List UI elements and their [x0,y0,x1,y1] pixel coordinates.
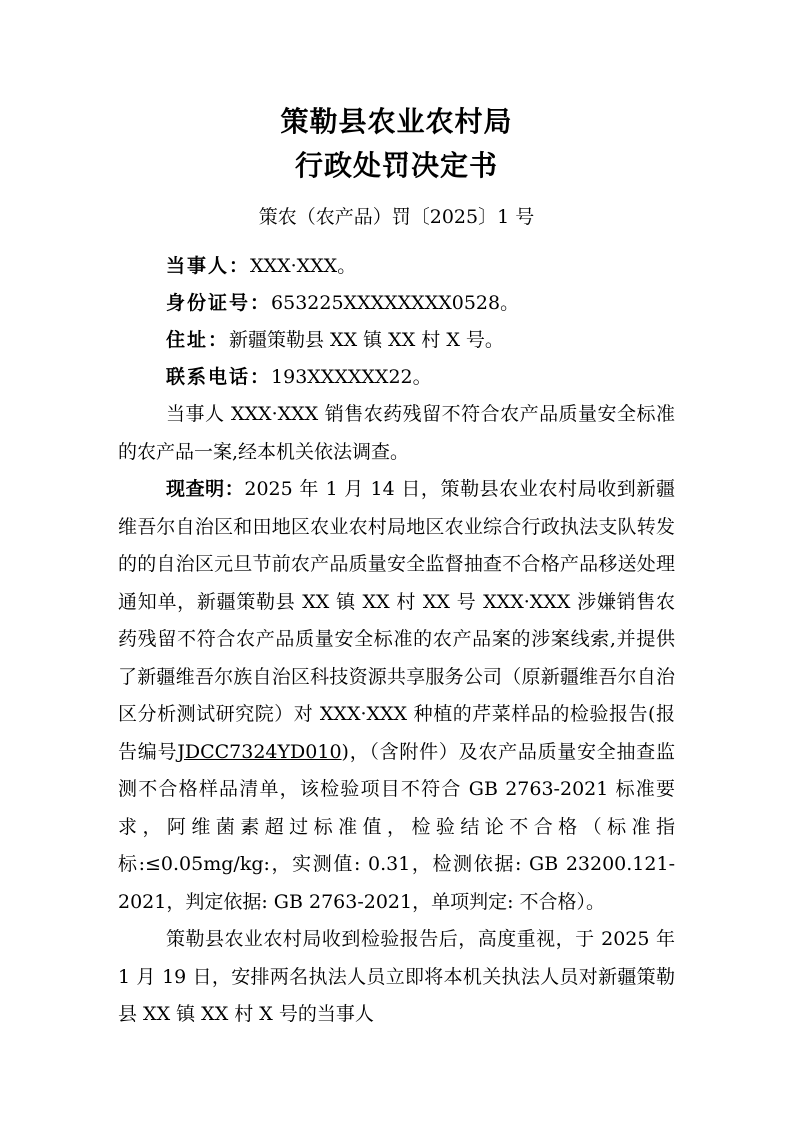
findings-paragraph [118,471,675,921]
id-number-line [118,285,675,322]
findings-text-part1: 2025 年 1 月 14 日，策勒县农业农村局收到新疆维吾尔自治区和田地区农业农村局地区农业综合行政执法支队转发的的自治区元旦节前农产品质量安全监督抽查不合格产品移送处理通知单，新疆策勒县 XX 镇 XX 村 XX 号 XXX·XXX 涉嫌销售农药残留不符合农产品质量安全标准的农产品案的涉案线索,并提供了新疆维吾尔族自治区科技资源共享服务公司（原新疆维吾尔自治区分析测试研究院）对 XXX·XXX 种植的芹菜样品的检验报告(报告编号 [118,478,675,763]
phone-label: 联系电话： [166,366,272,388]
case-intro-paragraph: 当事人 XXX·XXX 销售农药残留不符合农产品质量安全标准的农产品一案,经本机关依法调查。 [118,403,675,463]
address-label: 住址： [166,329,230,351]
address-value: 新疆策勒县 XX 镇 XX 村 X 号。 [229,329,504,351]
party-name-line [118,248,675,285]
party-name-value: XXX·XXX。 [250,255,357,277]
phone-line [118,359,675,396]
report-number: JDCC7324YD010 [177,740,342,763]
party-name-label: 当事人： [166,255,251,277]
phone-value: 193XXXXXX22。 [271,366,432,388]
address-line [118,322,675,359]
id-number-label: 身份证号： [166,292,272,314]
agency-title: 策勒县农业农村局 [280,105,513,138]
document-number: 策农（农产品）罚〔2025〕1 号 [258,206,535,228]
findings-text-part2: )，（含附件）及农产品质量安全抽查监测不合格样品清单，该检验项目不符合 GB 2763-2021 标准要求，阿维菌素超过标准值，检验结论不合格（标准指标:≤0.05mg/kg:，实测值: 0.31，检测依据: GB 23200.121-2021，判定依据: GB 2763-2021，单项判定: 不合格）。 [118,740,675,913]
id-number-value: 653225XXXXXXXX0528。 [271,292,520,314]
document-type-title: 行政处罚决定书 [294,149,498,182]
followup-paragraph: 策勒县农业农村局收到检验报告后，高度重视，于 2025 年 1 月 19 日，安排两名执法人员立即将本机关执法人员对新疆策勒县 XX 镇 XX 村 X 号的当事人 [118,928,675,1025]
findings-label: 现查明： [166,478,245,500]
